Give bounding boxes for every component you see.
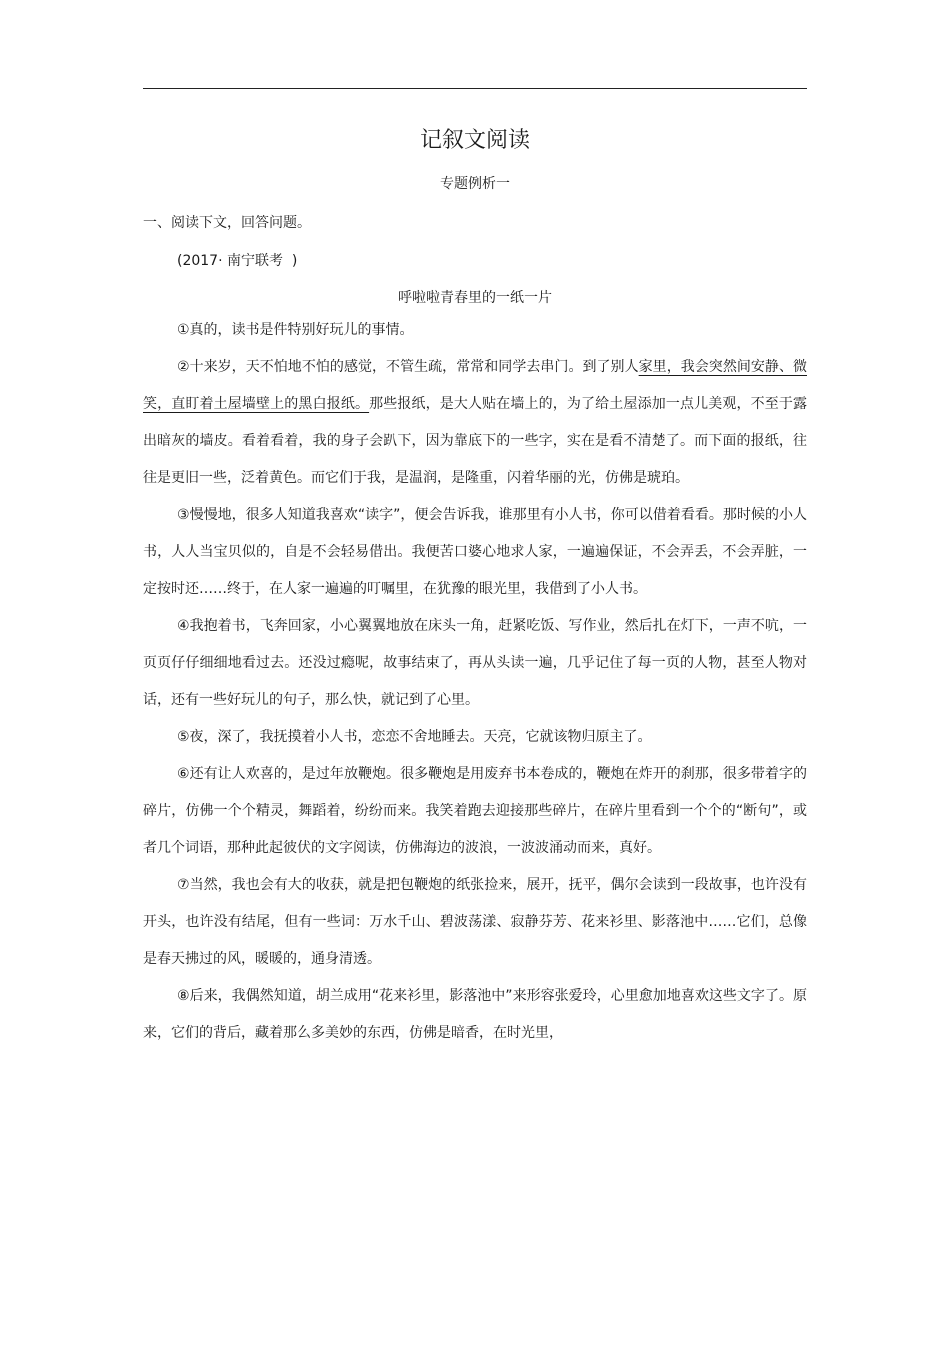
paragraph-3: ③慢慢地，很多人知道我喜欢“读字”，便会告诉我，谁那里有小人书，你可以借着看看。那时候的小人书，人人当宝贝似的，自是不会轻易借出。我便苦口婆心地求人家，一遍遍保证，不会弄丢，不会弄脏，一定按时还……终于，在人家一遍遍的叮嘱里，在犹豫的眼光里，我借到了小人书。 [143, 507, 807, 597]
paragraph-8: ⑧后来，我偶然知道，胡兰成用“花来衫里，影落池中”来形容张爱玲，心里愈加地喜欢这些文字了。原来，它们的背后，藏着那么多美妙的东西，仿佛是暗香，在时光里， [143, 988, 807, 1041]
paragraph-2-rest: 那些报纸，是大人贴在墙上的，为了给土屋添加一点儿美观，不至于露出暗灰的墙皮。看着看着，我的身子会趴下，因为靠底下的一些字，实在是看不清楚了。而下面的报纸，往往是更旧一些，泛着黄色。而它们于我，是温润，是隆重，闪着华丽的光，仿佛是琥珀。 [143, 396, 808, 486]
page-subtitle: 专题例析一 [440, 176, 510, 192]
article-body [143, 312, 807, 1052]
paragraph-6: ⑥还有让人欢喜的，是过年放鞭炮。很多鞭炮是用废弃书本卷成的，鞭炮在炸开的刹那，很多带着字的碎片，仿佛一个个精灵，舞蹈着，纷纷而来。我笑着跑去迎接那些碎片，在碎片里看到一个个的“断句”，或者几个词语，那种此起彼伏的文字阅读，仿佛海边的波浪，一波波涌动而来，真好。 [143, 766, 807, 856]
paragraph-2-lead: ②十来岁，天不怕地不怕的感觉，不管生疏，常常和同学去串门。到了别人 [177, 359, 639, 375]
paragraph-5: ⑤夜，深了，我抚摸着小人书，恋恋不舍地睡去。天亮，它就该物归原主了。 [177, 729, 652, 745]
paragraph-7: ⑦当然，我也会有大的收获，就是把包鞭炮的纸张捡来，展开，抚平，偶尔会读到一段故事，也许没有开头，也许没有结尾，但有一些词：万水千山、碧波荡漾、寂静芬芳、花来衫里、影落池中……它们，总像是春天拂过的风，暖暖的，通身清透。 [143, 877, 807, 967]
section-heading: 一、阅读下文，回答问题。 [143, 215, 311, 231]
article-title: 呼啦啦青春里的一纸一片 [398, 290, 552, 306]
paragraph-2 [143, 349, 807, 497]
paragraph-1: ①真的，读书是件特别好玩儿的事情。 [177, 322, 414, 338]
page-title: 记叙文阅读 [419, 128, 530, 153]
source-note: (2017· 南宁联考 ) [177, 253, 298, 269]
underlined-sentence: 家里，我会突然间安静、微笑，直盯着土屋墙壁上的黑白报纸。 [143, 359, 807, 412]
header-rule [143, 88, 807, 89]
paragraph-4: ④我抱着书，飞奔回家，小心翼翼地放在床头一角，赶紧吃饭、写作业，然后扎在灯下，一声不吭，一页页仔仔细细地看过去。还没过瘾呢，故事结束了，再从头读一遍，几乎记住了每一页的人物，甚至人物对话，还有一些好玩儿的句子，那么快，就记到了心里。 [143, 618, 807, 708]
